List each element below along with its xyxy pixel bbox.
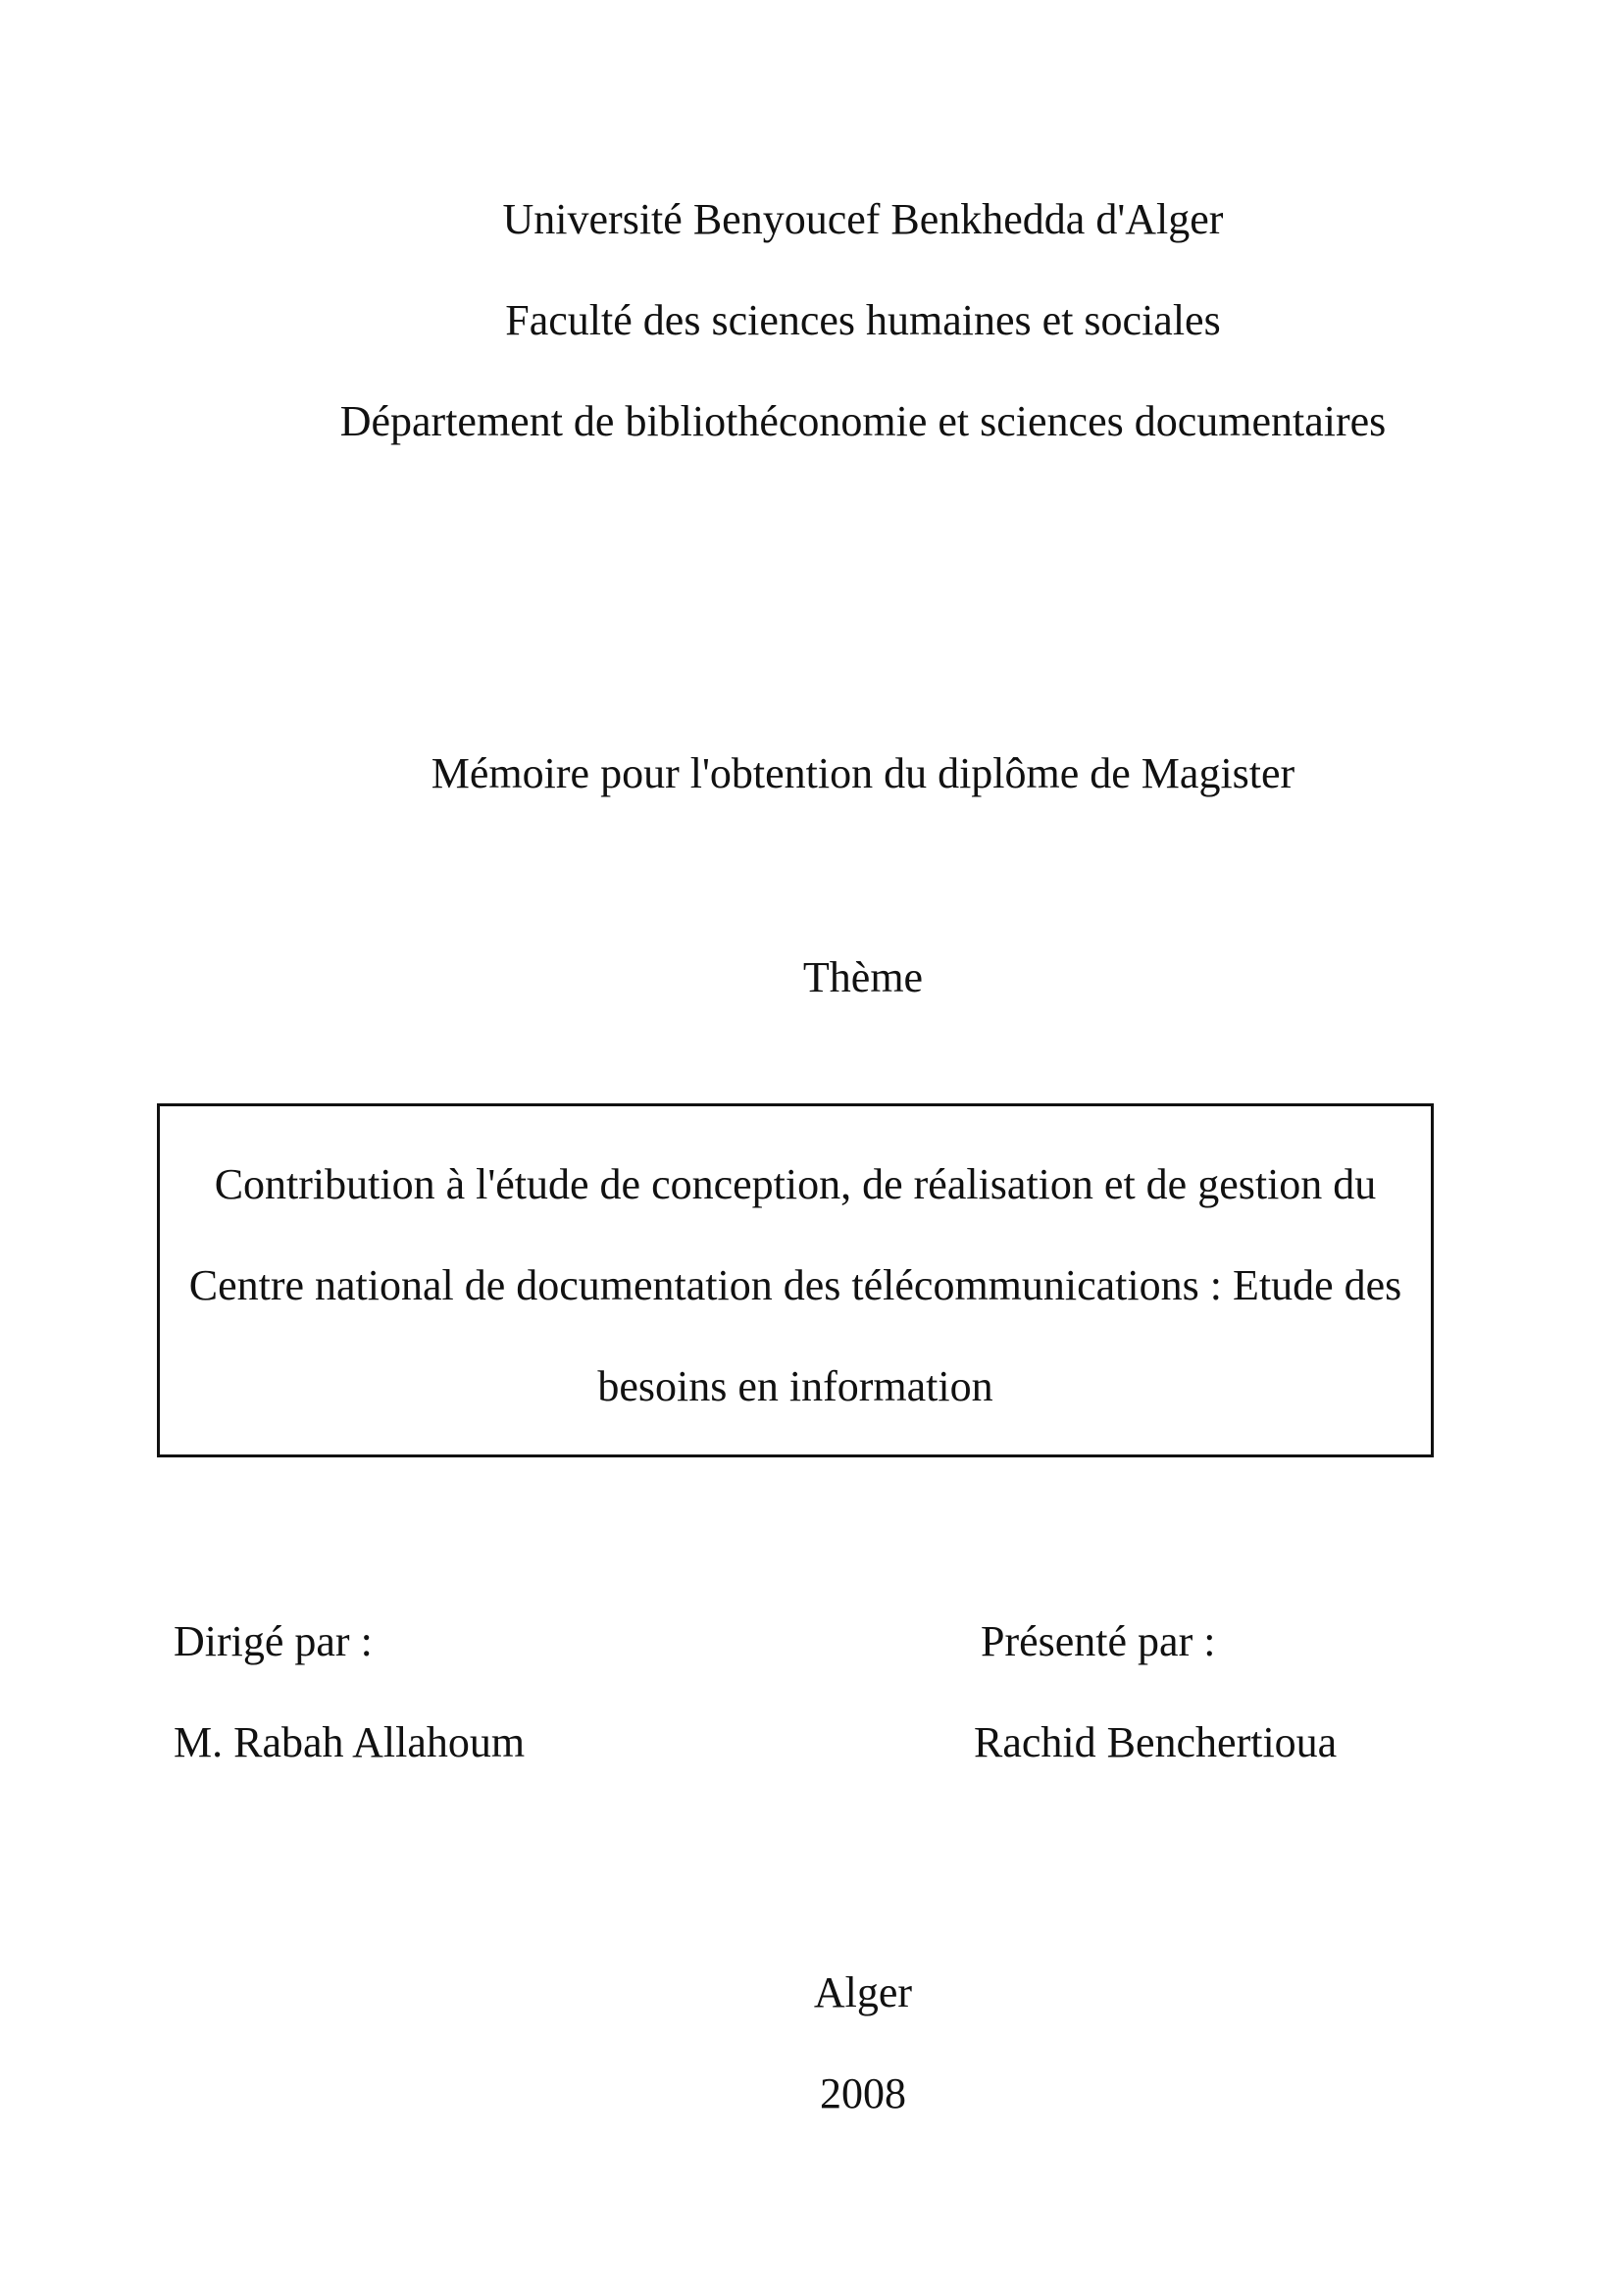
theme-label: Thème (802, 953, 924, 1001)
author-name: Rachid Benchertioua (974, 1718, 1338, 1766)
thesis-purpose: Mémoire pour l'obtention du diplôme de Magister (431, 749, 1295, 797)
thesis-title-line: Centre national de documentation des télécommunications : Etude des (188, 1261, 1402, 1309)
faculty-name: Faculté des sciences humaines et sociales (505, 296, 1221, 344)
city: Alger (813, 1968, 913, 2016)
department-name: Département de bibliothéconomie et sciences documentaires (339, 397, 1387, 445)
author-label: Présenté par : (981, 1617, 1216, 1665)
university-name: Université Benyoucef Benkhedda d'Alger (502, 195, 1224, 243)
thesis-title-box (157, 1103, 1434, 1457)
supervisor-name: M. Rabah Allahoum (174, 1718, 526, 1766)
thesis-title-line: Contribution à l'étude de conception, de réalisation et de gestion du (214, 1160, 1377, 1208)
year: 2008 (820, 2069, 906, 2117)
supervisor-label: Dirigé par : (174, 1617, 373, 1665)
thesis-title-line: besoins en information (597, 1362, 993, 1410)
